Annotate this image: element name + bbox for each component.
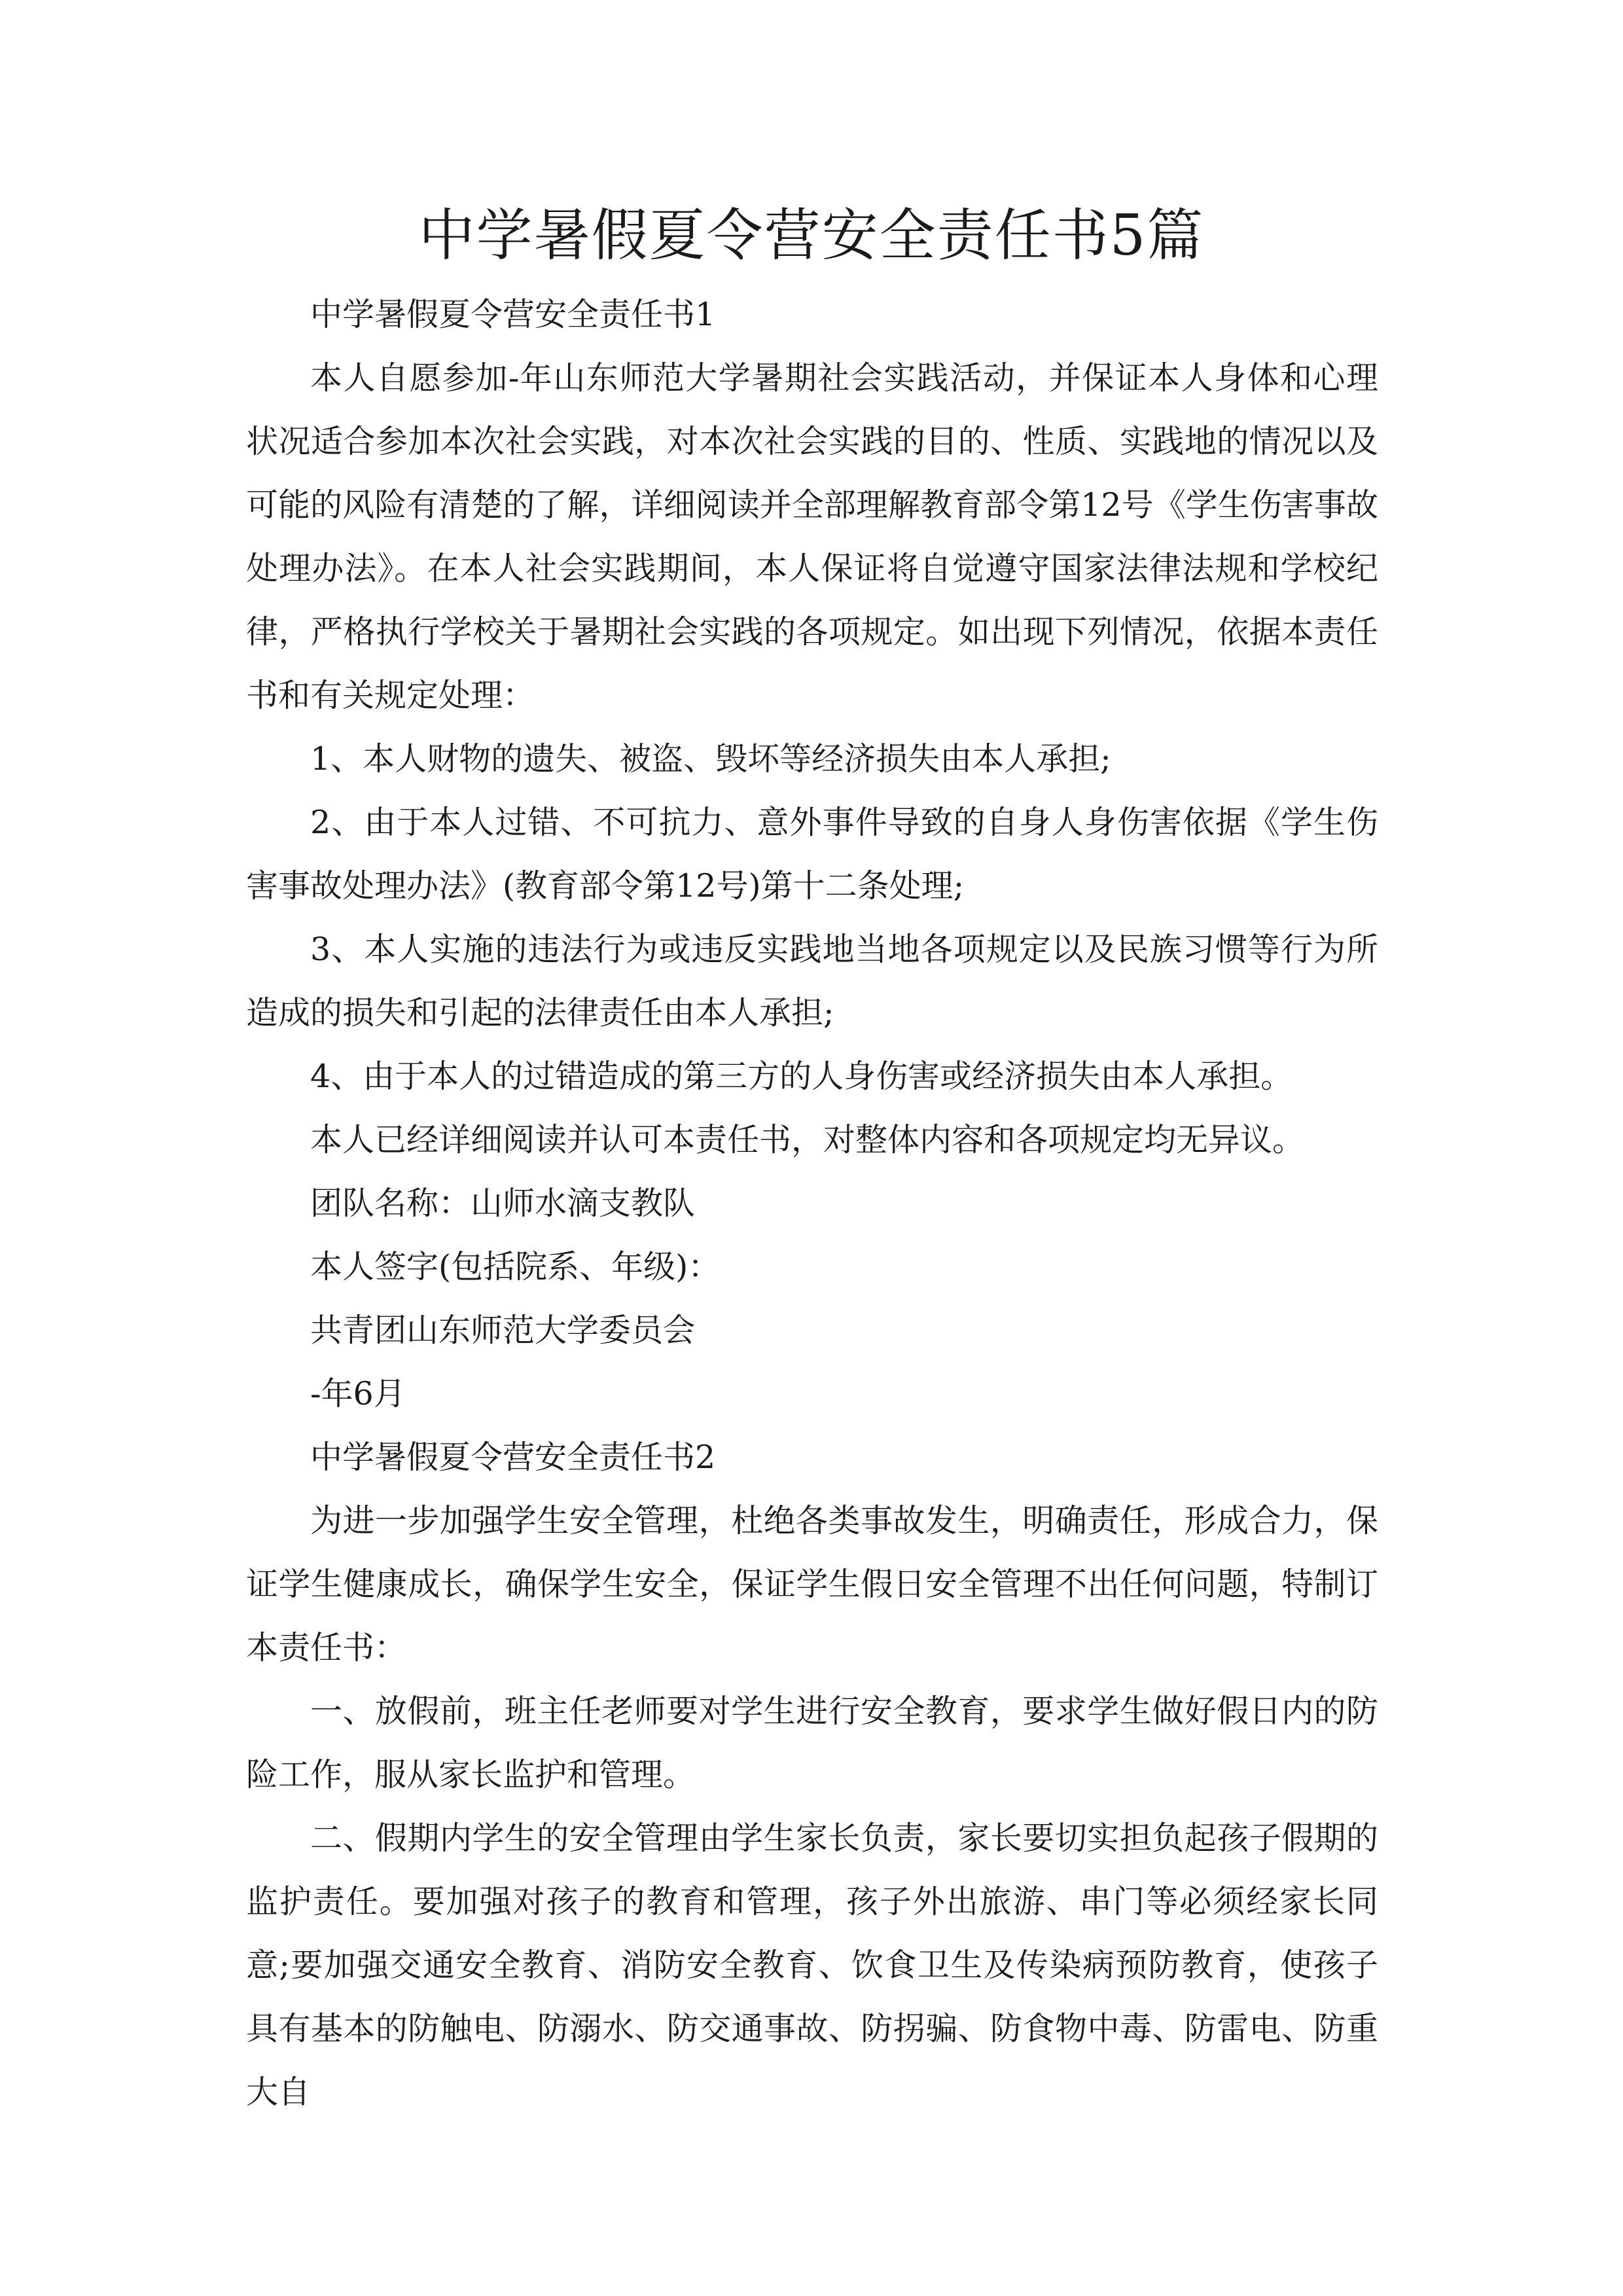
date-line: -年6月: [310, 1375, 406, 1412]
section-heading-2: 中学暑假夏令营安全责任书2: [310, 1439, 716, 1476]
issuer-line: 共青团山东师范大学委员会: [310, 1312, 696, 1349]
paragraph-clause-2: 二、假期内学生的安全管理由学生家长负责，家长要切实担负起孩子假期的监护责任。要加强对孩子的教育和管理，孩子外出旅游、串门等必须经家长同意;要加强交通安全教育、消防安全教育、饮食卫生及传染病预防教育，使孩子具有基本的防触电、防溺水、防交通事故、防拐骗、防食物中毒、防雷电、防重大自: [246, 1820, 1378, 2111]
list-item-3: 3、本人实施的违法行为或违反实践地当地各项规定以及民族习惯等行为所造成的损失和引起的法律责任由本人承担;: [246, 931, 1378, 1031]
document-title: 中学暑假夏令营安全责任书5篇: [418, 203, 1205, 268]
list-item-4: 4、由于本人的过错造成的第三方的人身伤害或经济损失由本人承担。: [310, 1058, 1293, 1095]
paragraph-purpose: 为进一步加强学生安全管理，杜绝各类事故发生，明确责任，形成合力，保证学生健康成长，确保学生安全，保证学生假日安全管理不出任何问题，特制订本责任书：: [246, 1502, 1378, 1666]
list-item-1: 1、本人财物的遗失、被盗、毁坏等经济损失由本人承担;: [310, 740, 1111, 778]
paragraph-clause-1: 一、放假前，班主任老师要对学生进行安全教育，要求学生做好假日内的防险工作，服从家长监护和管理。: [246, 1693, 1378, 1793]
team-name-line: 团队名称：山师水滴支教队: [310, 1185, 696, 1222]
document-body: [246, 283, 1378, 2124]
signature-line: 本人签字(包括院系、年级)：: [310, 1248, 721, 1285]
section-heading-1: 中学暑假夏令营安全责任书1: [310, 296, 716, 333]
paragraph-pledge-intro: 本人自愿参加-年山东师范大学暑期社会实践活动，并保证本人身体和心理状况适合参加本次社会实践，对本次社会实践的目的、性质、实践地的情况以及可能的风险有清楚的了解，详细阅读并全部理解教育部令第12号《学生伤害事故处理办法》。在本人社会实践期间，本人保证将自觉遵守国家法律法规和学校纪律，严格执行学校关于暑期社会实践的各项规定。如出现下列情况，依据本责任书和有关规定处理：: [246, 359, 1378, 714]
paragraph-acknowledgement: 本人已经详细阅读并认可本责任书，对整体内容和各项规定均无异议。: [310, 1121, 1305, 1158]
list-item-2: 2、由于本人过错、不可抗力、意外事件导致的自身人身伤害依据《学生伤害事故处理办法》(教育部令第12号)第十二条处理;: [246, 804, 1378, 905]
